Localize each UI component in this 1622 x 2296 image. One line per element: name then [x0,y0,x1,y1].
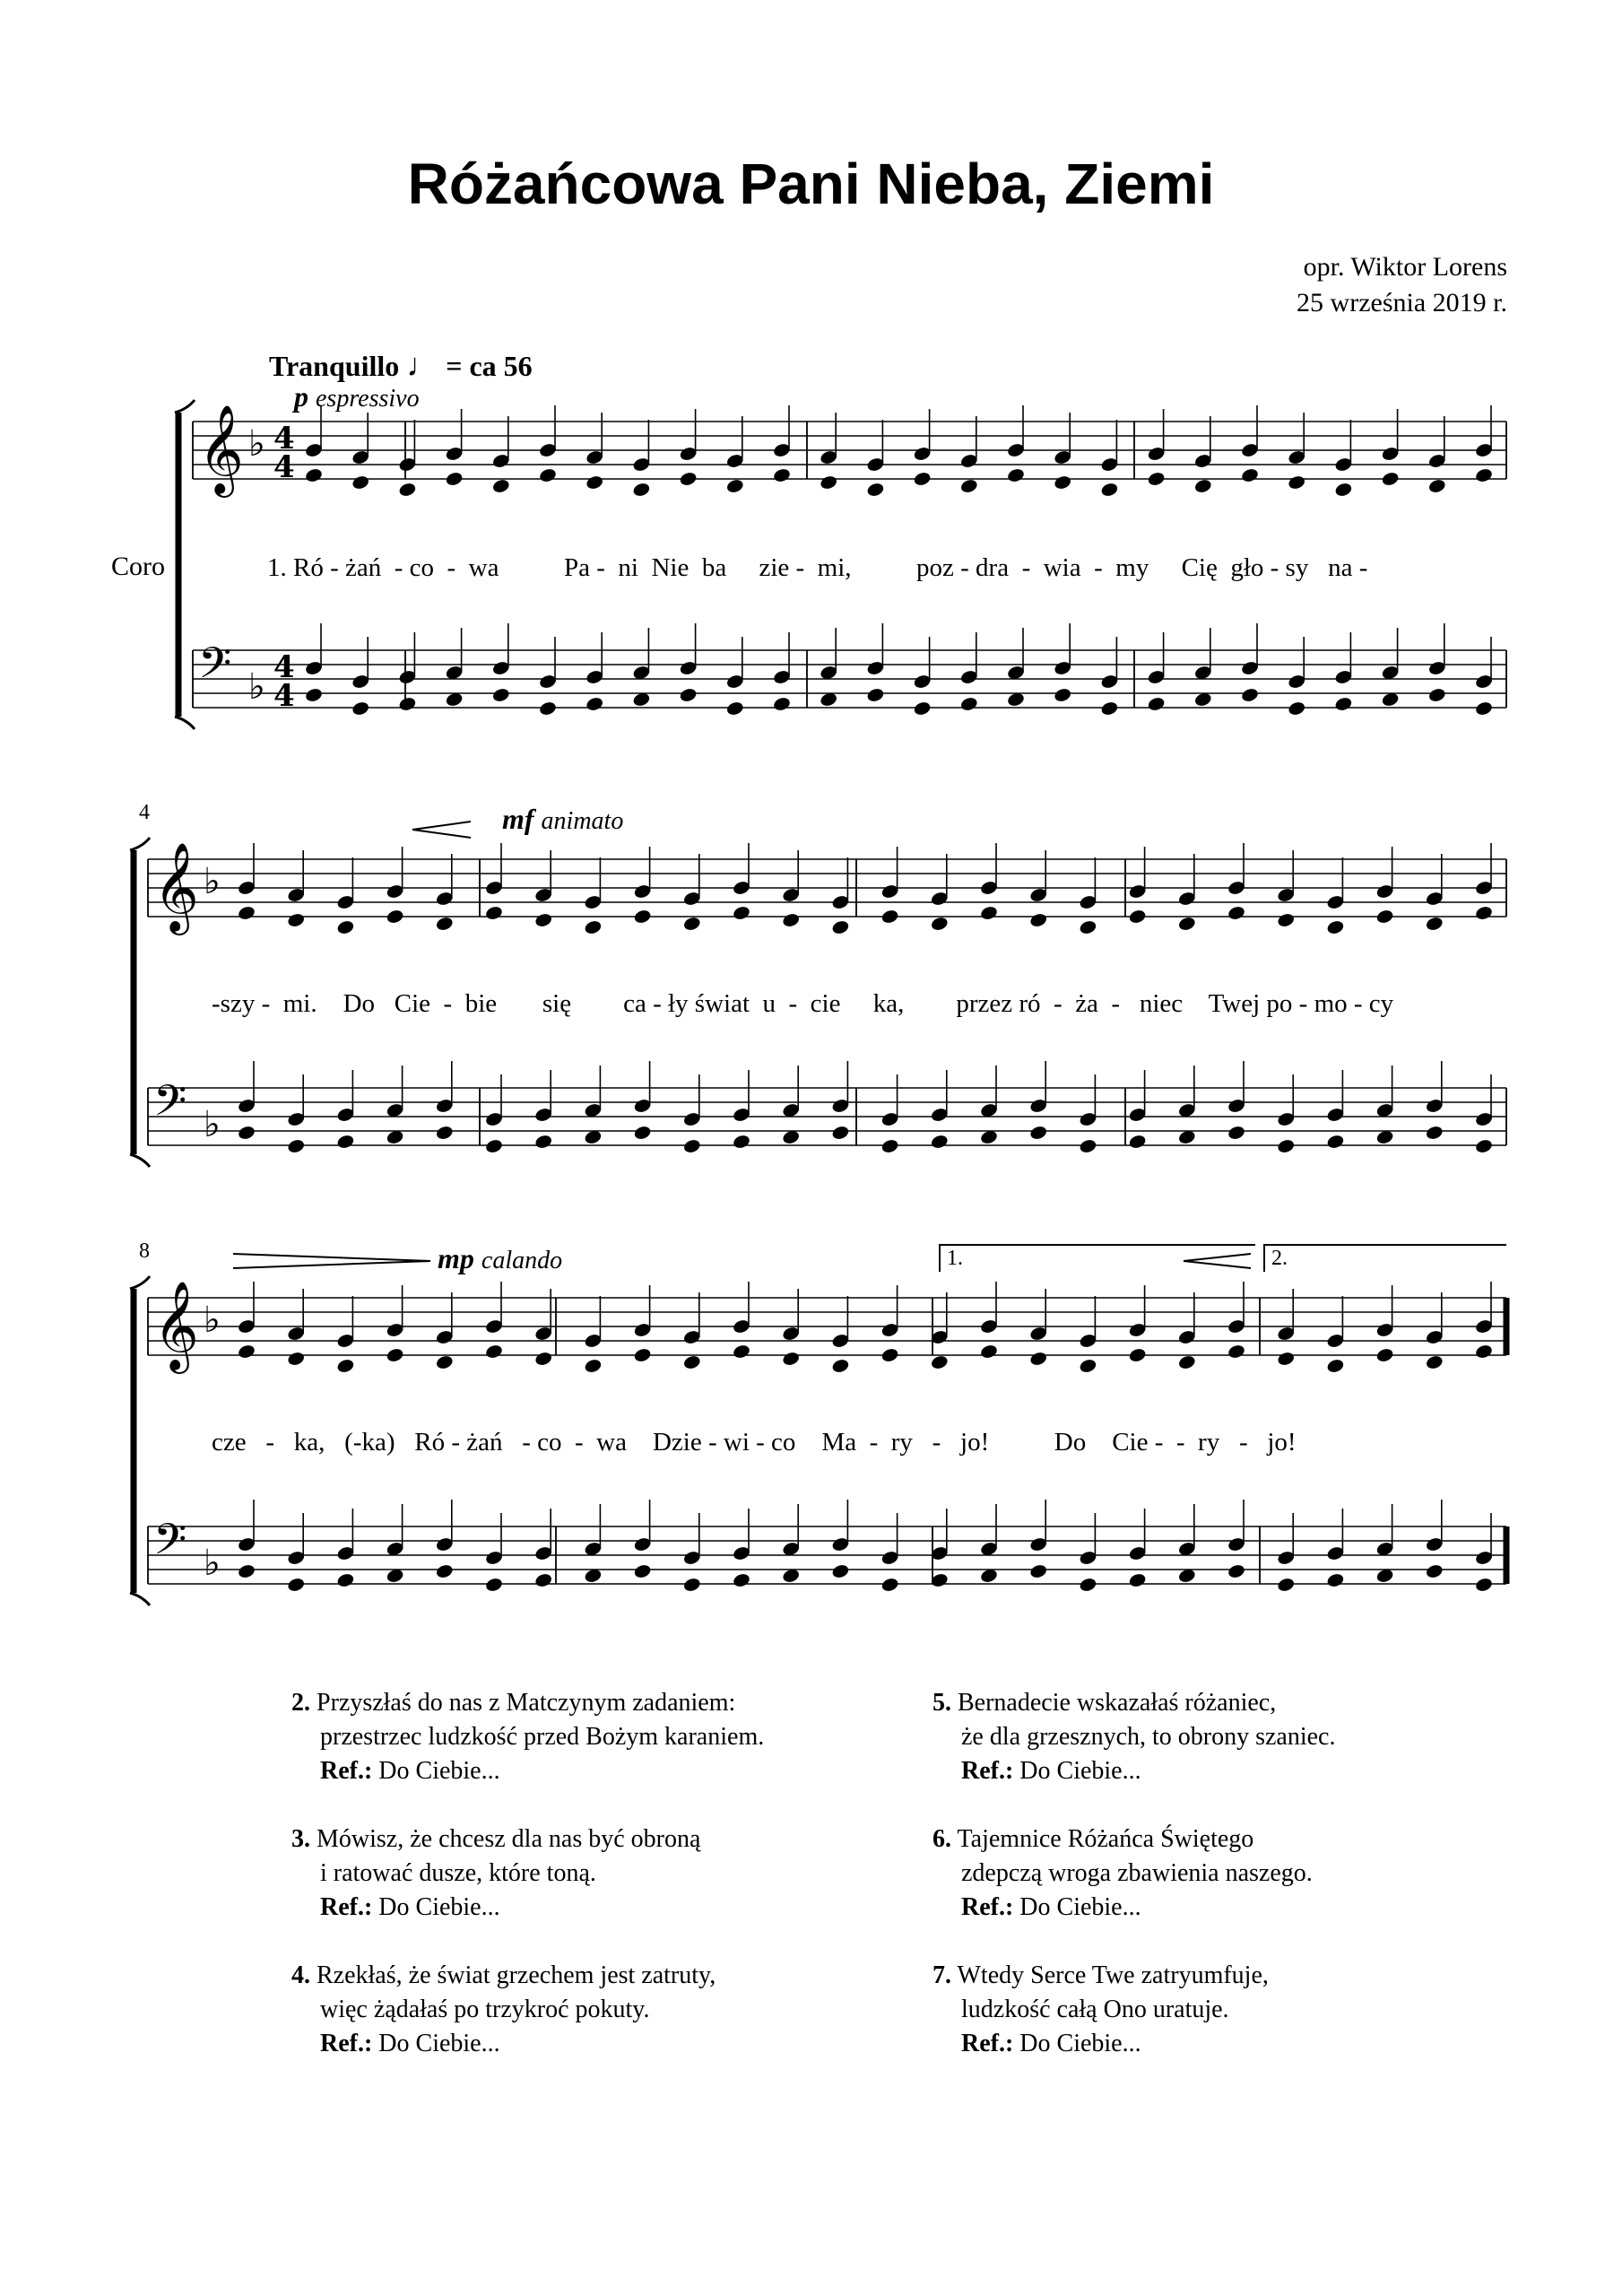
notehead-alto [1326,1358,1345,1374]
verse-3: 3. Mówisz, że chcesz dla nas być obroną i ratować dusze, które toną. Ref.: Do Ciebie... [291,1825,701,1921]
lyrics-line-2: -szy - mi. Do Cie - bie się ca - ły świat u - cie ka, przez ró - ża - niec Twej po - mo - cy [212,989,1394,1018]
dynamic-mf: mf animato [502,803,624,835]
notehead-bass [1425,1563,1444,1579]
notehead-alto [1128,909,1147,925]
notehead-alto [979,1344,998,1360]
notehead-bass [484,1577,503,1593]
notehead-alto [831,1358,850,1374]
notehead-alto [336,1358,355,1374]
notehead-bass [1029,1125,1048,1141]
treble-clef-icon: 𝄞 [198,404,244,494]
time-signature-bottom: 4 [273,449,295,485]
notehead-alto [930,916,949,932]
volta-2 [1264,1245,1506,1272]
notehead-alto [585,474,604,491]
flat-icon: ♭ [248,423,265,465]
bracket-top-hook [130,838,150,850]
time-signature-top: 4 [273,421,295,457]
notehead-alto [913,471,932,487]
flat-icon: ♭ [204,861,221,902]
notehead-bass [732,1572,750,1588]
notehead-alto [287,912,306,928]
notehead-alto [1277,912,1296,928]
notehead-alto [782,1351,801,1367]
verse-2: 2. Przyszłaś do nas z Matczynym zadaniem: przestrzec ludzkość przed Bożym karaniem. Ref.: Do Ciebie... [291,1689,765,1785]
treble-clef-icon: 𝄞 [153,842,199,932]
bracket-bottom-hook [130,1593,150,1605]
notehead-alto [1240,467,1259,483]
notehead-alto [1334,482,1353,498]
notehead-bass [237,1125,256,1141]
verses-left [291,1686,764,2095]
notehead-alto [1227,905,1245,921]
ending-1: 1. [947,1247,963,1270]
notehead-alto [1288,474,1306,491]
notehead-bass [880,1577,899,1593]
tempo-value: = ca 56 [446,350,533,382]
notehead-alto [1474,1344,1493,1360]
notehead-bass [1128,1134,1147,1150]
notehead-bass [1277,1577,1296,1593]
notehead-bass [491,687,510,703]
notehead-bass [484,1138,503,1154]
notehead-alto [1427,478,1446,494]
notehead-alto [632,482,651,498]
notehead-alto [1054,474,1072,491]
notehead-bass [1029,1563,1048,1579]
notehead-bass [682,1138,701,1154]
measure-number-4: 4 [139,801,150,824]
notehead-alto [491,478,510,494]
tempo-text: Tranquillo [269,350,400,382]
notehead-alto [679,471,698,487]
notehead-alto [304,467,323,483]
notehead-bass [237,1563,256,1579]
verse-4: 4. Rzekłaś, że świat grzechem jest zatruty, więc żądałaś po trzykroć pokuty. Ref.: Do Ciebie... [291,1961,716,2057]
notehead-alto [484,905,503,921]
notehead-alto [534,1351,553,1367]
date: 25 września 2019 r. [1297,288,1507,317]
treble-clef-icon: 𝄞 [153,1281,199,1370]
quarter-note-icon: ♩ [406,347,439,383]
notehead-alto [445,471,464,487]
notehead-alto [584,919,603,935]
notehead-alto [682,1354,701,1370]
hairpin [233,1254,430,1268]
notehead-bass [538,700,557,717]
bass-clef-icon: 𝄢 [198,638,232,699]
notehead-bass [1474,1577,1493,1593]
notehead-bass [679,687,698,703]
arranger: opr. Wiktor Lorens [1303,252,1507,282]
notehead-alto [1177,1354,1196,1370]
notehead-alto [1128,1347,1147,1363]
part-name: Coro [111,552,165,581]
notehead-bass [1474,700,1493,717]
notehead-bass [930,1134,949,1150]
measure-number-8: 8 [139,1239,150,1263]
notehead-alto [732,905,750,921]
notehead-alto [1375,909,1394,925]
notehead-bass [1147,696,1166,712]
notehead-alto [633,1347,652,1363]
notehead-alto [534,912,553,928]
notehead-alto [1425,916,1444,932]
verse-5: 5. Bernadecie wskazałaś różaniec, że dla grzesznych, to obrony szaniec. Ref.: Do Ciebie... [932,1689,1336,1785]
notehead-bass [336,1572,355,1588]
notehead-alto [538,467,557,483]
verses-right [932,1686,1335,2095]
notehead-alto [930,1354,949,1370]
flat-icon: ♭ [204,1300,221,1341]
hairpin [1184,1254,1251,1268]
notehead-bass [585,696,604,712]
notehead-bass [1100,700,1119,717]
notehead-alto [959,478,978,494]
notehead-bass [831,1125,850,1141]
notehead-bass [1474,1138,1493,1154]
notehead-alto [386,909,404,925]
notehead-bass [398,696,417,712]
notehead-bass [435,1563,454,1579]
verse-6: 6. Tajemnice Różańca Świętego zdepczą wroga zbawienia naszego. Ref.: Do Ciebie... [932,1825,1313,1921]
lyrics-line-1: 1. Ró - żań - co - wa Pa - ni Nie ba zie - mi, poz - dra - wia - my Cię gło - sy na - [267,553,1368,582]
notehead-bass [1288,700,1306,717]
dynamic-mp: mp calando [438,1242,563,1274]
notehead-alto [484,1344,503,1360]
notehead-alto [1177,916,1196,932]
notehead-alto [772,467,791,483]
notehead-bass [1326,1572,1345,1588]
notehead-alto [1079,1358,1097,1374]
time-signature-top: 4 [273,649,295,685]
notehead-alto [732,1344,750,1360]
notehead-bass [287,1577,306,1593]
notehead-bass [1079,1138,1097,1154]
dynamic-p: p espressivo [294,380,420,413]
notehead-alto [725,478,744,494]
notehead-bass [732,1134,750,1150]
notehead-alto [435,1354,454,1370]
bracket-bottom-hook [130,1154,150,1167]
notehead-alto [1079,919,1097,935]
notehead-bass [682,1577,701,1593]
bracket-top-hook [175,400,195,413]
notehead-bass [287,1138,306,1154]
notehead-alto [831,919,850,935]
notehead-bass [959,696,978,712]
time-signature-bottom: 4 [273,678,295,714]
notehead-alto [1375,1347,1394,1363]
notehead-alto [237,1344,256,1360]
notehead-alto [1474,467,1493,483]
notehead-bass [1079,1577,1097,1593]
notehead-bass [1334,696,1353,712]
notehead-alto [287,1351,306,1367]
notehead-alto [435,916,454,932]
notehead-alto [1326,919,1345,935]
notehead-alto [880,1347,899,1363]
lyrics-line-3: cze - ka, (-ka) Ró - żań - co - wa Dzie - wi - co Ma - ry - jo! Do Cie - - ry - jo! [212,1428,1297,1457]
notehead-bass [351,700,370,717]
notehead-alto [1381,471,1400,487]
notehead-bass [534,1134,553,1150]
page-title: Różańcowa Pani Nieba, Ziemi [407,152,1215,216]
notehead-bass [633,1563,652,1579]
notehead-alto [1029,912,1048,928]
notehead-alto [880,909,899,925]
notehead-bass [1227,1125,1245,1141]
notehead-alto [1425,1354,1444,1370]
notehead-bass [913,700,932,717]
notehead-bass [1227,1563,1245,1579]
notehead-alto [1147,471,1166,487]
notehead-alto [351,474,370,491]
notehead-alto [682,916,701,932]
notehead-bass [1277,1138,1296,1154]
flat-icon: ♭ [248,666,265,708]
notehead-alto [633,909,652,925]
notehead-bass [880,1138,899,1154]
notehead-alto [1029,1351,1048,1367]
bracket-top-hook [130,1276,150,1289]
notehead-bass [633,1125,652,1141]
notehead-bass [534,1572,553,1588]
notehead-bass [1054,687,1072,703]
notehead-bass [1128,1572,1147,1588]
notehead-bass [336,1134,355,1150]
notehead-bass [1427,687,1446,703]
notehead-alto [237,905,256,921]
notehead-alto [866,482,885,498]
notehead-alto [782,912,801,928]
notehead-bass [1326,1134,1345,1150]
ending-2: 2. [1271,1247,1288,1270]
notehead-alto [386,1347,404,1363]
bass-clef-icon: 𝄢 [153,1075,187,1136]
notehead-bass [1425,1125,1444,1141]
bass-clef-icon: 𝄢 [153,1514,187,1575]
verse-7: 7. Wtedy Serce Twe zatryumfuje, ludzkość całą Ono uratuje. Ref.: Do Ciebie... [932,1961,1269,2057]
notehead-bass [725,700,744,717]
notehead-alto [336,919,355,935]
notehead-alto [1474,905,1493,921]
notehead-bass [304,687,323,703]
notehead-alto [1227,1344,1245,1360]
notehead-alto [1193,478,1212,494]
hairpin [412,822,471,838]
notehead-alto [1100,482,1119,498]
notehead-alto [820,474,838,491]
notehead-alto [398,482,417,498]
notehead-alto [584,1358,603,1374]
notehead-alto [1006,467,1025,483]
notehead-bass [831,1563,850,1579]
notehead-bass [435,1125,454,1141]
flat-icon: ♭ [204,1543,221,1584]
bracket-bottom-hook [175,717,195,729]
flat-icon: ♭ [204,1104,221,1145]
notehead-alto [979,905,998,921]
notehead-bass [1240,687,1259,703]
notehead-alto [1277,1351,1296,1367]
notehead-bass [772,696,791,712]
notehead-bass [866,687,885,703]
